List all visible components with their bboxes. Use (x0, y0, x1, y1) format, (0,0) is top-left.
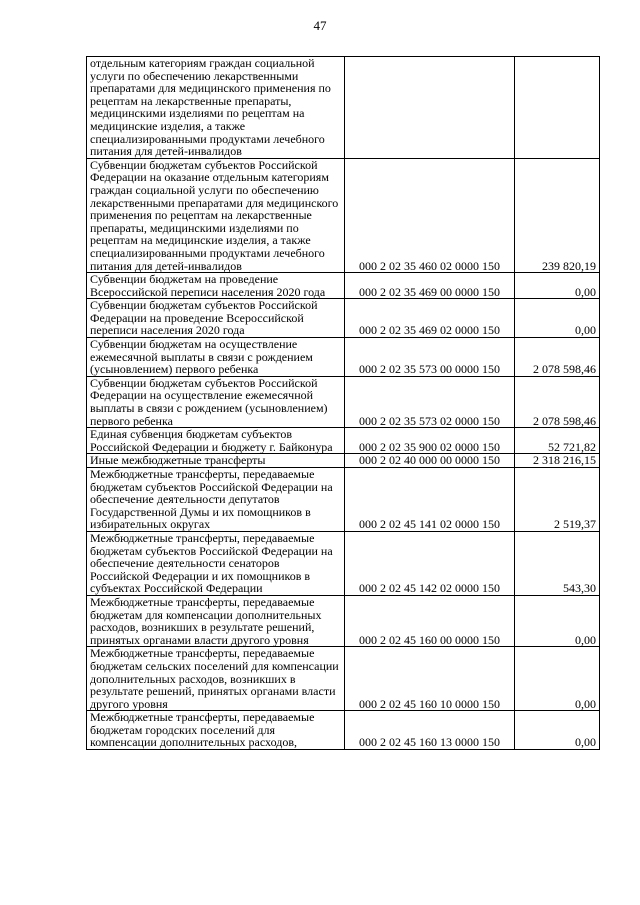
amount-cell: 0,00 (515, 647, 600, 711)
budget-code-cell: 000 2 02 45 160 13 0000 150 (345, 711, 515, 750)
name-cell: Субвенции бюджетам на проведение Всероссийской переписи населения 2020 года (87, 273, 345, 299)
budget-code-cell (345, 57, 515, 159)
budget-code-cell: 000 2 02 45 160 00 0000 150 (345, 595, 515, 646)
amount-cell: 2 078 598,46 (515, 376, 600, 427)
name-cell: отдельным категориям граждан социальной услуги по обеспечению лекарственными препаратами для медицинского применения по рецептам на лекарственные препараты, медицинскими изделиями по рецептам на медицинские изделия, а также специализированными продуктами лечебного питания для детей-инвалидов (87, 57, 345, 159)
table-row (87, 338, 600, 377)
amount-cell: 239 820,19 (515, 158, 600, 272)
budget-code-cell: 000 2 02 35 469 00 0000 150 (345, 273, 515, 299)
table-row (87, 468, 600, 532)
budget-code-cell: 000 2 02 35 469 02 0000 150 (345, 299, 515, 338)
name-cell: Субвенции бюджетам на осуществление ежемесячной выплаты в связи с рождением (усыновлением) первого ребенка (87, 338, 345, 377)
name-cell: Единая субвенция бюджетам субъектов Российской Федерации и бюджету г. Байконура (87, 428, 345, 454)
amount-cell: 0,00 (515, 273, 600, 299)
budget-code-cell: 000 2 02 35 573 00 0000 150 (345, 338, 515, 377)
name-cell: Межбюджетные трансферты, передаваемые бюджетам для компенсации дополнительных расходов, возникших в результате решений, принятых органами власти другого уровня (87, 595, 345, 646)
table-row (87, 711, 600, 750)
name-cell: Межбюджетные трансферты, передаваемые бюджетам субъектов Российской Федерации на обеспечение деятельности сенаторов Российской Федерации и их помощников в субъектах Российской Федерации (87, 531, 345, 595)
amount-cell: 2 318 216,15 (515, 454, 600, 468)
amount-cell: 0,00 (515, 711, 600, 750)
table-row (87, 299, 600, 338)
table-row (87, 647, 600, 711)
table-row (87, 376, 600, 427)
amount-cell: 2 519,37 (515, 468, 600, 532)
table-row (87, 158, 600, 272)
revenue-table-body (87, 57, 600, 750)
revenue-table (86, 56, 600, 750)
table-row (87, 531, 600, 595)
amount-cell (515, 57, 600, 159)
budget-code-cell: 000 2 02 35 900 02 0000 150 (345, 428, 515, 454)
name-cell: Межбюджетные трансферты, передаваемые бюджетам сельских поселений для компенсации дополнительных расходов, возникших в результате решений, принятых органами власти другого уровня (87, 647, 345, 711)
budget-code-cell: 000 2 02 45 160 10 0000 150 (345, 647, 515, 711)
name-cell: Субвенции бюджетам субъектов Российской Федерации на осуществление ежемесячной выплаты в связи с рождением (усыновлением) первого ребенка (87, 376, 345, 427)
budget-code-cell: 000 2 02 35 573 02 0000 150 (345, 376, 515, 427)
budget-code-cell: 000 2 02 45 142 02 0000 150 (345, 531, 515, 595)
amount-cell: 52 721,82 (515, 428, 600, 454)
page-number: 47 (313, 18, 327, 33)
name-cell: Межбюджетные трансферты, передаваемые бюджетам городских поселений для компенсации дополнительных расходов, (87, 711, 345, 750)
table-row (87, 454, 600, 468)
name-cell: Межбюджетные трансферты, передаваемые бюджетам субъектов Российской Федерации на обеспечение деятельности депутатов Государственной Думы и их помощников в избирательных округах (87, 468, 345, 532)
amount-cell: 543,30 (515, 531, 600, 595)
budget-code-cell: 000 2 02 35 460 02 0000 150 (345, 158, 515, 272)
amount-cell: 0,00 (515, 299, 600, 338)
table-row (87, 57, 600, 159)
name-cell: Субвенции бюджетам субъектов Российской Федерации на оказание отдельным категориям граждан социальной услуги по обеспечению лекарственными препаратами для медицинского применения по рецептам на лекарственные препараты, медицинскими изделиями по рецептам на медицинские изделия, а также специализированными продуктами лечебного питания для детей-инвалидов (87, 158, 345, 272)
table-row (87, 595, 600, 646)
table-row (87, 428, 600, 454)
amount-cell: 0,00 (515, 595, 600, 646)
budget-code-cell: 000 2 02 40 000 00 0000 150 (345, 454, 515, 468)
name-cell: Субвенции бюджетам субъектов Российской Федерации на проведение Всероссийской переписи населения 2020 года (87, 299, 345, 338)
table-row (87, 273, 600, 299)
name-cell: Иные межбюджетные трансферты (87, 454, 345, 468)
amount-cell: 2 078 598,46 (515, 338, 600, 377)
budget-code-cell: 000 2 02 45 141 02 0000 150 (345, 468, 515, 532)
